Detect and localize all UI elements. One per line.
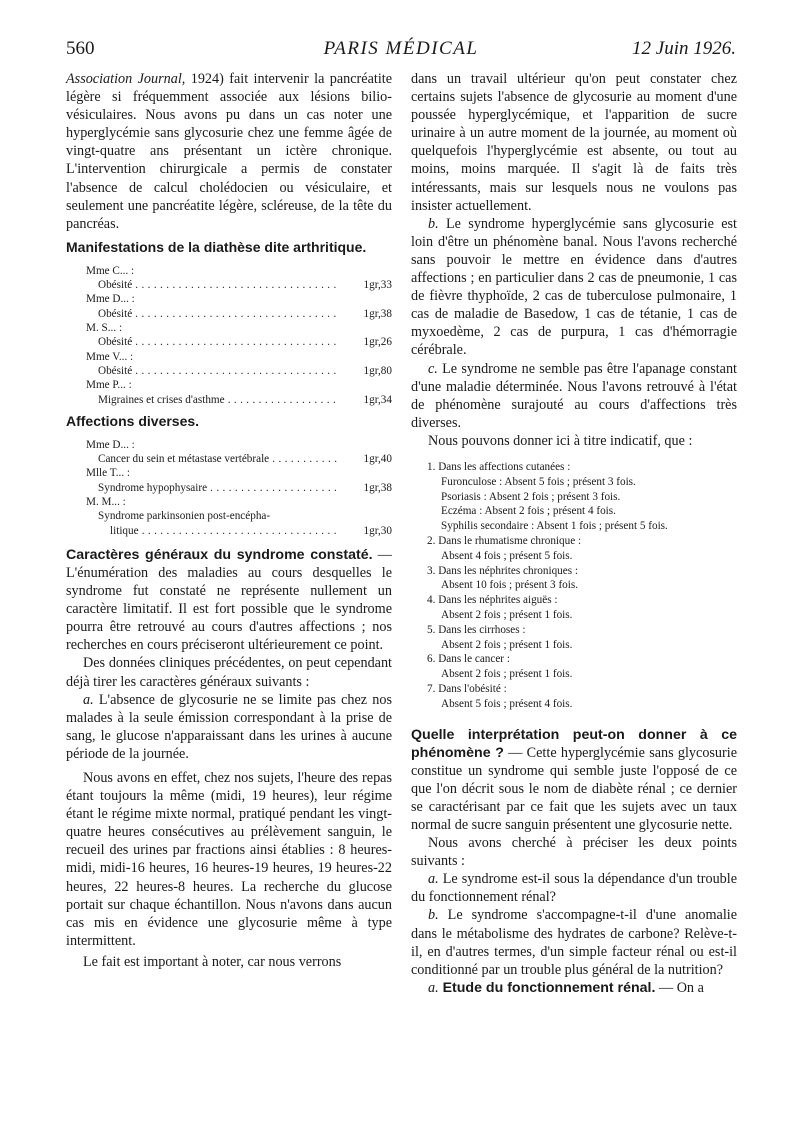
list-item: 6. Dans le cancer : xyxy=(427,653,510,666)
list-item: 4. Dans les néphrites aiguës : xyxy=(427,594,558,607)
list-item: 1. Dans les affections cutanées : xyxy=(427,460,571,473)
list-row: Obésité . . . 1gr,80 xyxy=(66,364,392,378)
patient-label: Mme D... : xyxy=(86,293,135,306)
patient-label: M. S... : xyxy=(86,322,123,335)
paragraph-c: c. Le syndrome ne semble pas être l'apanage constant d'une maladie déterminée. Nous l'avons retrouvé à l'état de phénomène surajouté au cours d'affections très diverses. xyxy=(411,360,737,431)
patient-label: Mme C... : xyxy=(86,264,135,277)
running-header xyxy=(66,38,736,66)
patient-label: Mme P... : xyxy=(86,379,132,392)
paragraph-b: b. Le syndrome hyperglycémie sans glycosurie est loin d'être un phénomène banal. Nous l'avons recherché sans pouvoir le mettre en évidence dans d'autres affections ; en particulier dans 2 cas de pneumonie, 1 cas de fièvre thyphoïde, 2 cas de tuberculose pulmonaire, 1 cas de maladie de Basedow, 1 cas de tétanie, 1 cas de myxoedème, 2 cas de purpura, 1 cas d'hémorragie cérébrale. xyxy=(411,215,737,359)
paragraph-question-b: b. Le syndrome s'accompagne-t-il d'une anomalie dans le métabolisme des hydrates de carbone? Relève-t-il, en d'autres termes, d'un simple facteur rénal ou est-il conditionné par un trouble plus général de la nutrition? xyxy=(411,907,737,978)
list-subitem: Absent 2 fois ; présent 1 fois. xyxy=(441,668,573,681)
list-subitem: Furonculose : Absent 5 fois ; présent 3 fois. xyxy=(441,475,636,488)
list-affections-diverses xyxy=(66,438,392,538)
list-subitem: Psoriasis : Absent 2 fois ; présent 3 fois. xyxy=(441,490,621,503)
list-subitem: Syphilis secondaire : Absent 1 fois ; présent 5 fois. xyxy=(441,520,668,533)
section-interpretation: Quelle interprétation peut-on donner à ce phénomène ? — Cette hyperglycémie sans glycosurie constitue un syndrome qui semble juste l'opposé de ce que l'on décrit sous le nom de diabète rénal ; ce dernier se caractérisant par ce fait que les sujets avec un taux normal de sucre sanguin présentent une glycosurie nette. xyxy=(411,726,737,833)
paragraph-fait: Le fait est important à noter, car nous verrons xyxy=(83,953,342,970)
patient-label: Mlle T... : xyxy=(86,467,131,480)
right-column xyxy=(411,70,737,997)
paragraph-question-a: a. Le syndrome est-il sous la dépendance d'un trouble du fonctionnement rénal? xyxy=(411,871,737,906)
list-row: Obésité . . . 1gr,38 xyxy=(66,307,392,321)
list-row-text: Syndrome parkinsonien post-encépha- xyxy=(98,510,271,523)
affections-list xyxy=(411,460,737,712)
list-item: 7. Dans l'obésité : xyxy=(427,682,507,695)
list-row: Obésité . . . 1gr,26 xyxy=(66,335,392,349)
paragraph-a: a. L'absence de glycosurie ne se limite pas chez nos malades à la seule émission correspondant à la prise de sang, le glucose n'apparaissant dans les urines à aucune période de la journée. xyxy=(66,691,392,762)
list-row: litique . . . 1gr,30 xyxy=(66,524,392,538)
patient-label: Mme D... : xyxy=(86,438,135,451)
intro-paragraph: Association Journal, 1924) fait intervenir la pancréatite légère si fréquemment associée aux lésions bilio-vésiculaires. Nous avons pu dans un cas noter une hyperglycémie sans glycosurie chez une femme âgée de vingt-quatre ans présentant un ictère chronique. L'intervention chirurgicale a permis de constater l'absence de calcul cholédocien ou vésiculaire, et seulement une pancréatite légère, scléreuse, de la tête du pancréas. xyxy=(66,71,392,232)
paragraph-continued: dans un travail ultérieur qu'on peut constater chez certains sujets l'absence de glycosurie au moment d'une poussée hyperglycémique, et l'apparition de sucre urinaire à un autre moment de la journée, au moment où quelquefois l'hyperglycémie est absente, ou tout au moins, moins marquée. Il s'agit là de faits très intéressants, mais sur lesquels nous ne voulons pas insister actuellement. xyxy=(411,71,737,214)
page-number: 560 xyxy=(66,38,95,59)
paragraph-donnees: Des données cliniques précédentes, on peut cependant déjà tirer les caractères généraux suivants : xyxy=(66,655,392,690)
left-column xyxy=(66,70,392,971)
list-item: 2. Dans le rhumatisme chronique : xyxy=(427,534,582,547)
list-row: Migraines et crises d'asthme . . . 1gr,34 xyxy=(66,393,392,407)
list-subitem: Absent 5 fois ; présent 4 fois. xyxy=(441,697,573,710)
issue-date: 12 Juin 1926. xyxy=(632,38,736,59)
list-item: 3. Dans les néphrites chroniques : xyxy=(427,564,578,577)
list-subitem: Absent 2 fois ; présent 1 fois. xyxy=(441,608,573,621)
paragraph-cherche: Nous avons cherché à préciser les deux points suivants : xyxy=(411,835,737,870)
list-row: Obésité . . . 1gr,33 xyxy=(66,278,392,292)
heading-arthritique: Manifestations de la diathèse dite arthritique. xyxy=(66,238,367,255)
list-arthritique xyxy=(66,264,392,407)
list-subitem: Absent 10 fois ; présent 3 fois. xyxy=(441,579,579,592)
patient-label: M. M... : xyxy=(86,496,126,508)
list-row: Syndrome hypophysaire . . . 1gr,38 xyxy=(66,481,392,495)
list-subitem: Absent 4 fois ; présent 5 fois. xyxy=(441,549,573,562)
list-subitem: Eczéma : Absent 2 fois ; présent 4 fois. xyxy=(441,505,616,518)
list-row: Cancer du sein et métastase vertébrale . . . 1gr,40 xyxy=(66,452,392,466)
paragraph-etude: a. Etude du fonctionnement rénal. — On a xyxy=(428,979,704,996)
patient-label: Mme V... : xyxy=(86,350,134,363)
section-caracteres: Caractères généraux du syndrome constaté. — L'énumération des maladies au cours desquelles le syndrome fut constaté ne représente nullement un caractère limitatif. Il est fort possible que le syndrome pourra être retrouvé au cours d'autres affections ; nos recherches en cours préciseront ultérieurement ce point. xyxy=(66,546,392,654)
list-subitem: Absent 2 fois ; présent 1 fois. xyxy=(441,638,573,651)
list-item: 5. Dans les cirrhoses : xyxy=(427,623,526,636)
paragraph-methode: Nous avons en effet, chez nos sujets, l'heure des repas étant toujours la même (midi, 19 heures), leur régime étant le régime mixte normal, pratiqué pendant les vingt-quatre heures consécutives au prélèvement sanguin, le recueil des urines par fractions ainsi établies : 8 heures-midi, midi-16 heures, 16 heures-19 heures, 19 heures-22 heures, 22 heures-8 heures. La recherche du glucose portait sur chaque échantillon. Nous n'avons dans aucun cas mis en évidence une glycosurie même à type intermittent. xyxy=(66,770,392,949)
heading-affections-diverses: Affections diverses. xyxy=(66,412,200,429)
journal-title: PARIS MÉDICAL xyxy=(323,38,479,59)
paragraph-indicatif: Nous pouvons donner ici à titre indicatif, que : xyxy=(428,432,693,449)
